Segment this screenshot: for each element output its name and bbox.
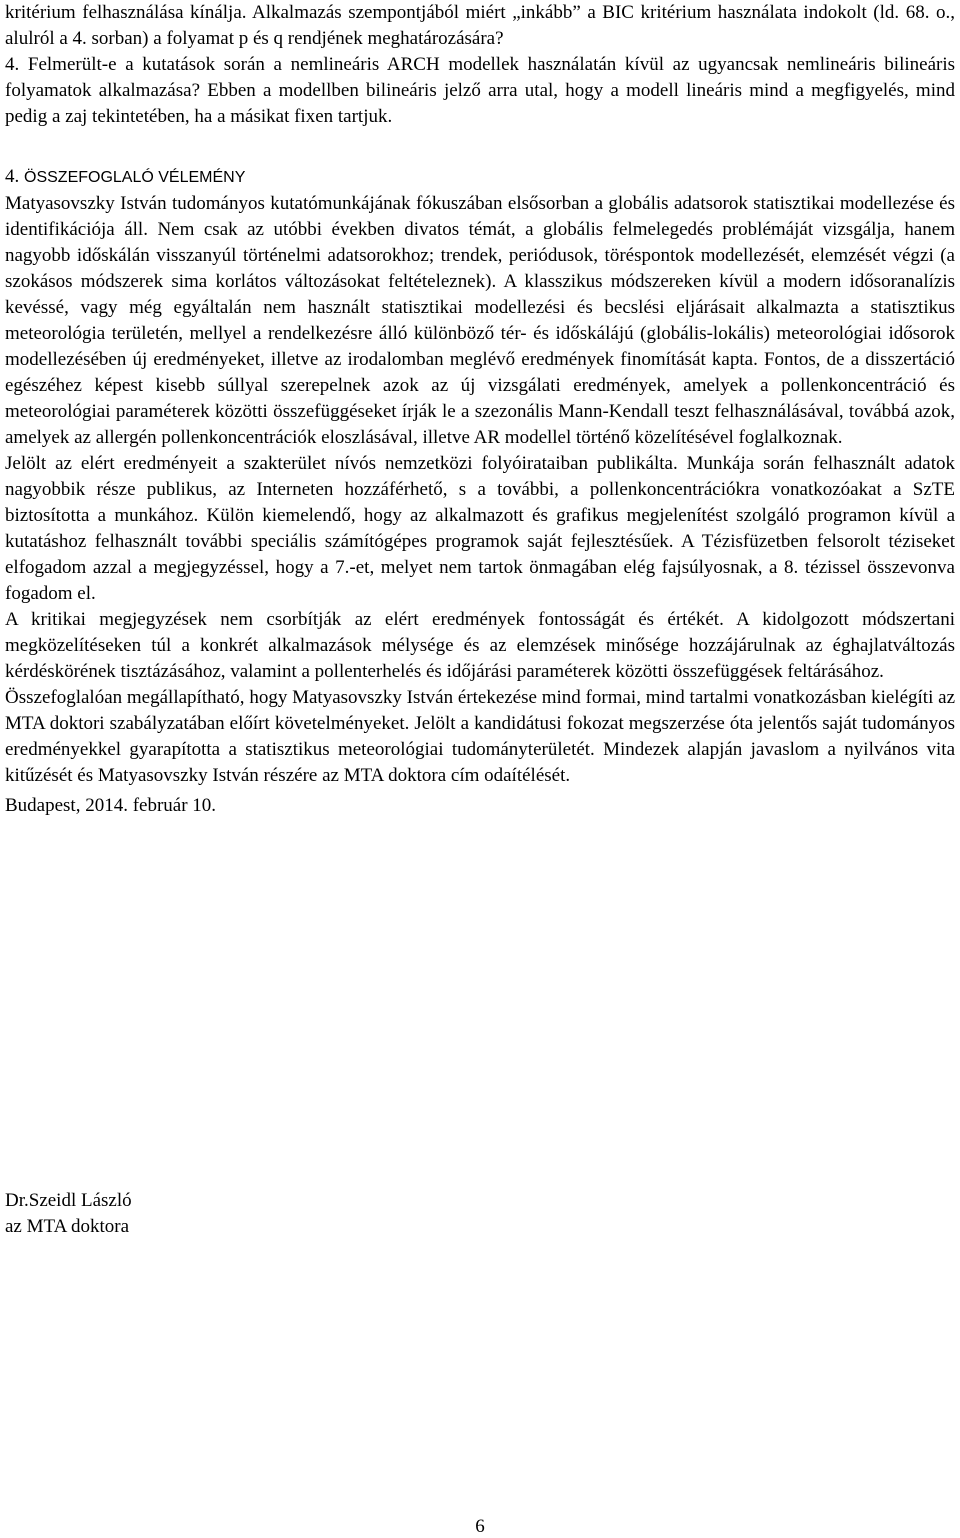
summary-paragraph-1 xyxy=(5,191,955,451)
signature-name: Dr.Szeidl László xyxy=(5,1190,132,1211)
summary-paragraph-2: Jelölt az elért eredményeit a szakterület nívós nemzetközi folyóirataiban publikálta. Munkája során felhasznált adatok nagyobbik része publikus, az Interneten hozzáférhető, s a további, a pollenkoncentrációkra vonatkozóakat a SzTE biztosította a munkához. Külön kiemelendő, hogy az alkalmazott és grafikus megjelenítést szolgáló programon kívül a kutatáshoz felhasznált további speciális számítógépes programok saját fejlesztésűek. A Tézisfüzetben felsorolt téziseket elfogadom azzal a megjegyzéssel, hogy a 7.-et, melyet nem tartok önmagában elég fajsúlyosnak, a 8. tézissel összevonva fogadom el. xyxy=(5,453,955,604)
document-page xyxy=(5,0,955,819)
summary-paragraph-3: A kritikai megjegyzések nem csorbítják az elért eredmények fontosságát és értékét. A kidolgozott módszertani megközelítéseken túl a konkrét alkalmazások mélysége és az elemzések minősége hozzájárulnak az éghajlatváltozás kérdéskörének tisztázásához, valamint a pollenterhelés és időjárási paraméterek közötti összefüggések feltárásához. xyxy=(5,609,955,682)
section-number: 4. xyxy=(5,166,24,187)
page-number: 6 xyxy=(475,1516,485,1537)
summary-p1-intro: Matyasovszky István tudományos kutatómunkájának fókuszában elsősorban a globális adatsorok statisztikai modellezése és identifikációja áll. xyxy=(5,193,955,240)
summary-paragraph-4: Összefoglalóan megállapítható, hogy Matyasovszky István értekezése mind formai, mind tartalmi vonatkozásban kielégíti az MTA doktori szabályzatában előírt követelményeket. Jelölt a kandidátusi fokozat megszerzése óta jelentős saját tudományos eredményekkel gyarapította a statisztikus meteorológiai tudományterületét. Mindezek alapján javaslom a nyilvános vita kitűzését és Matyasovszky István részére az MTA doktora cím odaítélését. xyxy=(5,687,955,786)
paragraph-question-end: kritérium felhasználása kínálja. Alkalmazás szempontjából miért „inkább” a BIC kritérium használata indokolt (ld. 68. o., alulról a 4. sorban) a folyamat p és q rendjének meghatározására? xyxy=(5,2,955,49)
question-4-text: 4. Felmerült-e a kutatások során a nemlineáris ARCH modellek használatán kívül az ugyancsak nemlineáris bilineáris folyamatok alkalmazása? xyxy=(5,54,955,101)
summary-p1-body: Nem csak az utóbbi években divatos témát, a globális felmelegedés problémáját vizsgálja, hanem nagyobb időskálán visszanyúl történelmi adatsorokhoz; trendek, periódusok, töréspontok modellezését, elemzését végzi (a szokásos módszerek sima korlátos változásokat feltételeznek). A klasszikus módszereken kívül a modern idősoranalízis kevéssé, vagy még egyáltalán nem használt statisztikai modellezési és becslési eljárásait alkalmazta a statisztikus meteorológia területén, mellyel a rendelkezésre álló különböző tér- és időskálájú (globális-lokális) meteorológiai idősorok modellezésében új eredményeket, illetve az irodalomban meglévő eredmények finomítását kapta. Fontos, de a disszertáció egészéhez képest kisebb súllyal szerepelnek azok az új vizsgálati eredmények, amelyek a pollenkoncentráció és meteorológiai paraméterek közötti összefüggéseket írják le a szezonális Mann-Kendall teszt felhasználásával, továbbá azok, amelyek az allergén pollenkoncentrációk eloszlásával, illetve AR modellel történő közelítésével foglalkoznak. xyxy=(5,219,955,448)
signature-title: az MTA doktora xyxy=(5,1216,130,1237)
section-heading xyxy=(5,164,955,191)
paragraph-question-4 xyxy=(5,52,955,130)
question-4-explanation: Ebben a modellben bilineáris jelző arra utal, hogy a modell lineáris mind a megfigyelés, mind pedig a zaj tekintetében, ha a másikat fixen tartjuk. xyxy=(5,80,955,127)
date-line: Budapest, 2014. február 10. xyxy=(5,795,217,816)
section-title: ÖSSZEFOGLALÓ VÉLEMÉNY xyxy=(24,169,246,186)
signature-block xyxy=(5,1188,132,1240)
